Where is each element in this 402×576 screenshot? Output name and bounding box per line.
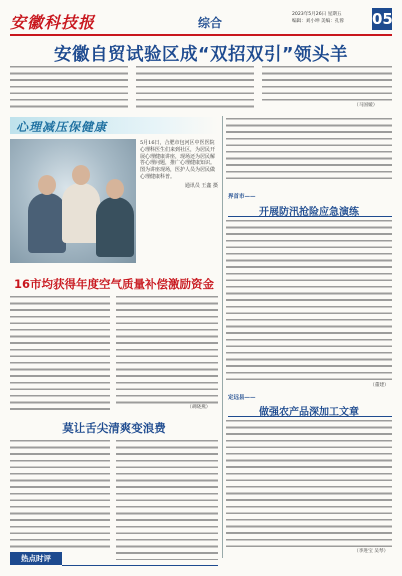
- fert-signoff: （李进宝 吴琴）: [354, 549, 389, 554]
- masthead-rule: [10, 34, 392, 36]
- air-quality-headline: 16市均获得年度空气质量补偿激励资金: [13, 277, 214, 291]
- air-article-col-1: [10, 296, 110, 412]
- photo-caption: [140, 140, 218, 190]
- counselling-photo: [10, 139, 136, 263]
- fert-headline: 做强农产品深加工文章: [259, 407, 359, 418]
- lead-headline: 安徽自贸试验区成“双招双引”领头羊: [53, 45, 348, 65]
- lead-article-col-3: [262, 66, 392, 102]
- drill-headline: 开展防汛抢险应急演练: [259, 207, 359, 218]
- drill-signoff: （董建）: [370, 383, 389, 388]
- column-divider: [222, 116, 223, 558]
- health-banner-title: 心理减压保健康: [16, 120, 108, 134]
- page-number: 05: [372, 10, 393, 28]
- issue-editors: 编辑：刘小坤 美编：孔蓉: [292, 19, 344, 24]
- health-banner: [10, 117, 218, 134]
- waste-article-col-1: [10, 440, 110, 548]
- photo-caption-text: 5月16日，合肥市包河区中医医院心理科医生们来到社区，为居民开展心理健康讲座，现场还为居民解答心理问题，推广心理健康知识。图为讲座现场，医护人员为居民做心理健康科普。: [140, 140, 216, 180]
- drill-kicker: 界首市——: [228, 194, 256, 200]
- photo-credit: 通讯员 王鑫 摄: [184, 182, 218, 189]
- drill-article: [226, 220, 392, 382]
- lead-article-col-2: [136, 66, 254, 110]
- fert-article: [226, 420, 392, 548]
- fert-kicker: 定远县——: [228, 395, 256, 401]
- food-waste-headline: 莫让舌尖清爽变浪费: [62, 421, 166, 435]
- lead-article-col-1: [10, 66, 128, 110]
- issue-date: 2023年5月26日 星期五: [292, 12, 342, 17]
- air-article-col-2: [116, 296, 218, 404]
- waste-article-col-2: [116, 440, 218, 560]
- section-name: 综合: [198, 16, 223, 30]
- issue-meta: [292, 11, 372, 25]
- newspaper-logo: 安徽科技报: [10, 13, 96, 32]
- fert-rule: [228, 416, 392, 417]
- opinion-tag: 热点时评: [10, 552, 62, 565]
- air-signoff: （胡晓燕）: [187, 405, 211, 410]
- footer-rule: [62, 565, 218, 566]
- right-article-top: [226, 118, 392, 184]
- drill-rule: [228, 216, 392, 217]
- lead-signoff: （马国媛）: [354, 103, 378, 108]
